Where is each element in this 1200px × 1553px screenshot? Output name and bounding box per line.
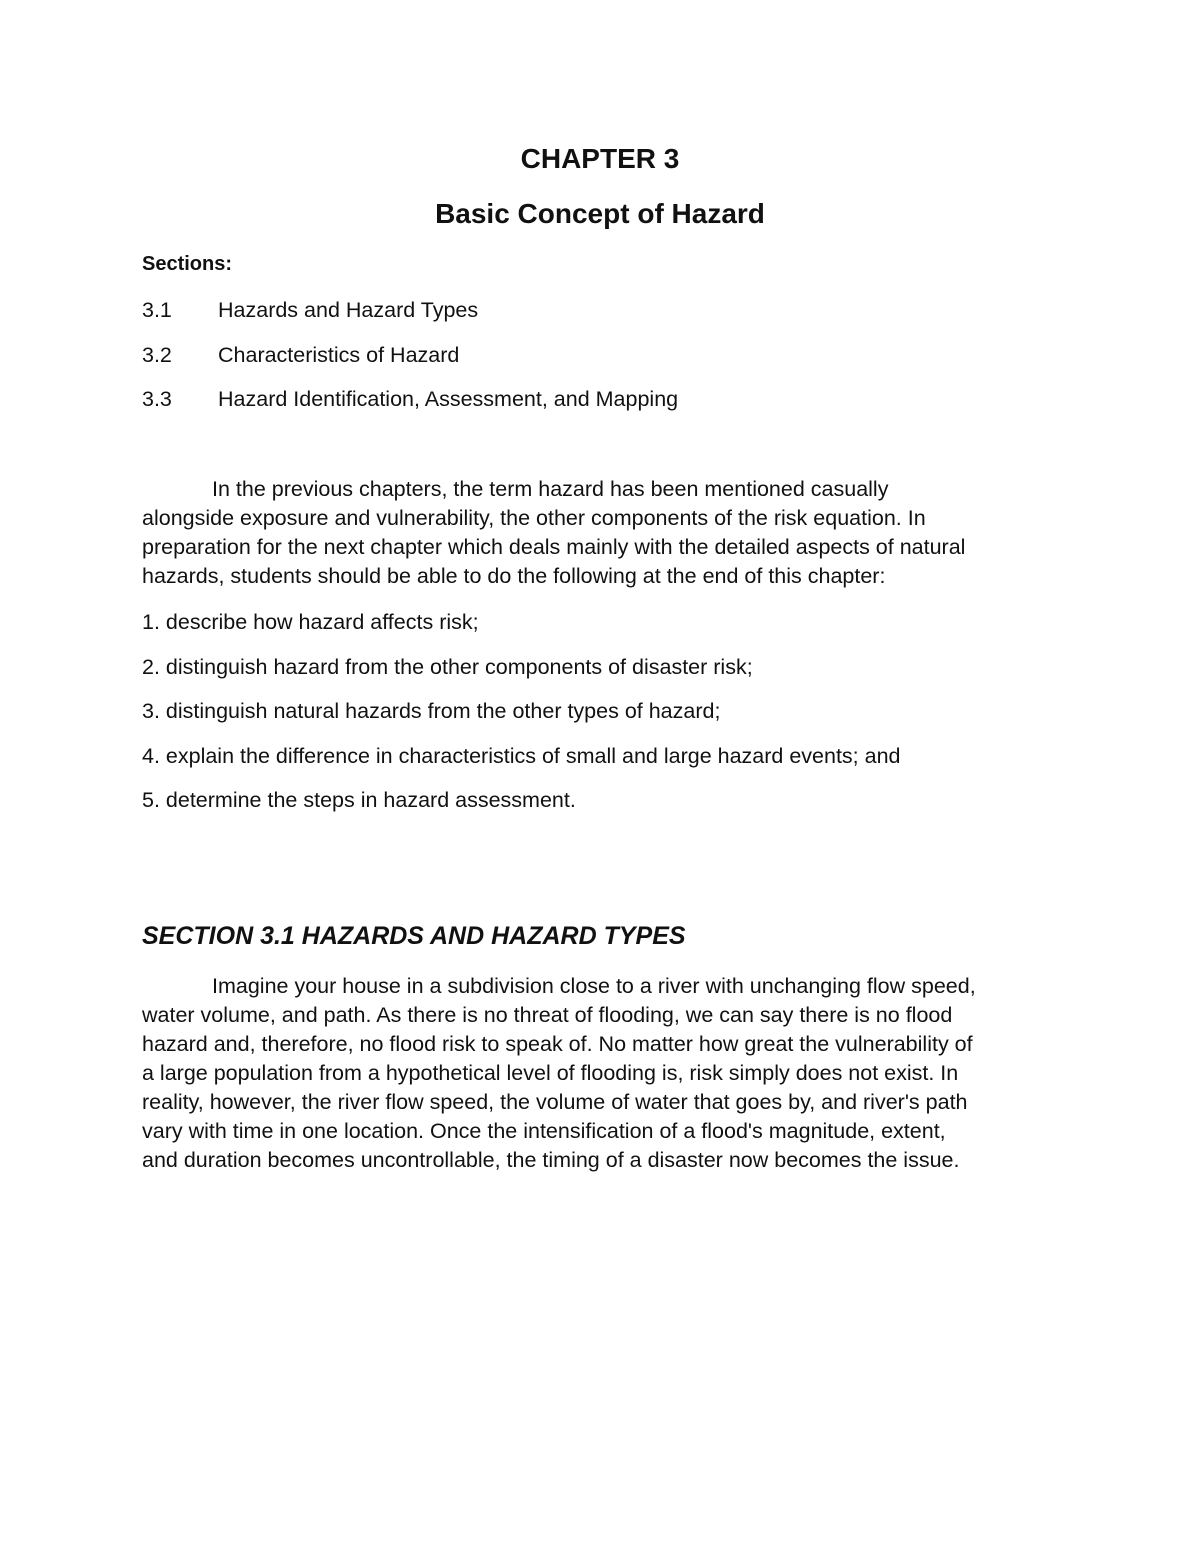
objective-item: 5. determine the steps in hazard assessment. xyxy=(142,788,576,812)
section-line: and duration becomes uncontrollable, the timing of a disaster now becomes the issue. xyxy=(142,1148,960,1172)
intro-line: preparation for the next chapter which deals mainly with the detailed aspects of natural xyxy=(142,535,966,559)
section-heading: SECTION 3.1 HAZARDS AND HAZARD TYPES xyxy=(142,922,686,950)
objective-item: 4. explain the difference in characteristics of small and large hazard events; and xyxy=(142,744,901,768)
intro-line: alongside exposure and vulnerability, the other components of the risk equation. In xyxy=(142,506,926,530)
section-number: 3.1 xyxy=(142,298,172,322)
section-line: Imagine your house in a subdivision close to a river with unchanging flow speed, xyxy=(212,974,976,998)
chapter-title: Basic Concept of Hazard xyxy=(435,198,765,229)
section-line: water volume, and path. As there is no threat of flooding, we can say there is no flood xyxy=(142,1003,953,1027)
section-line: a large population from a hypothetical level of flooding is, risk simply does not exist. In xyxy=(142,1061,959,1085)
sections-label: Sections: xyxy=(142,253,233,275)
objective-item: 3. distinguish natural hazards from the other types of hazard; xyxy=(142,699,721,723)
section-label: Hazard Identification, Assessment, and Mapping xyxy=(218,387,679,411)
section-label: Characteristics of Hazard xyxy=(218,343,460,367)
objective-item: 1. describe how hazard affects risk; xyxy=(142,610,479,634)
objective-item: 2. distinguish hazard from the other components of disaster risk; xyxy=(142,655,753,679)
section-number: 3.2 xyxy=(142,343,172,367)
section-number: 3.3 xyxy=(142,387,172,411)
section-line: hazard and, therefore, no flood risk to speak of. No matter how great the vulnerability of xyxy=(142,1032,973,1056)
chapter-number: CHAPTER 3 xyxy=(520,143,680,174)
section-line: vary with time in one location. Once the intensification of a flood's magnitude, extent, xyxy=(142,1119,946,1143)
section-line: reality, however, the river flow speed, the volume of water that goes by, and river's path xyxy=(142,1090,968,1114)
intro-line: In the previous chapters, the term hazard has been mentioned casually xyxy=(212,477,889,501)
intro-line: hazards, students should be able to do the following at the end of this chapter: xyxy=(142,564,886,588)
section-label: Hazards and Hazard Types xyxy=(218,298,479,322)
